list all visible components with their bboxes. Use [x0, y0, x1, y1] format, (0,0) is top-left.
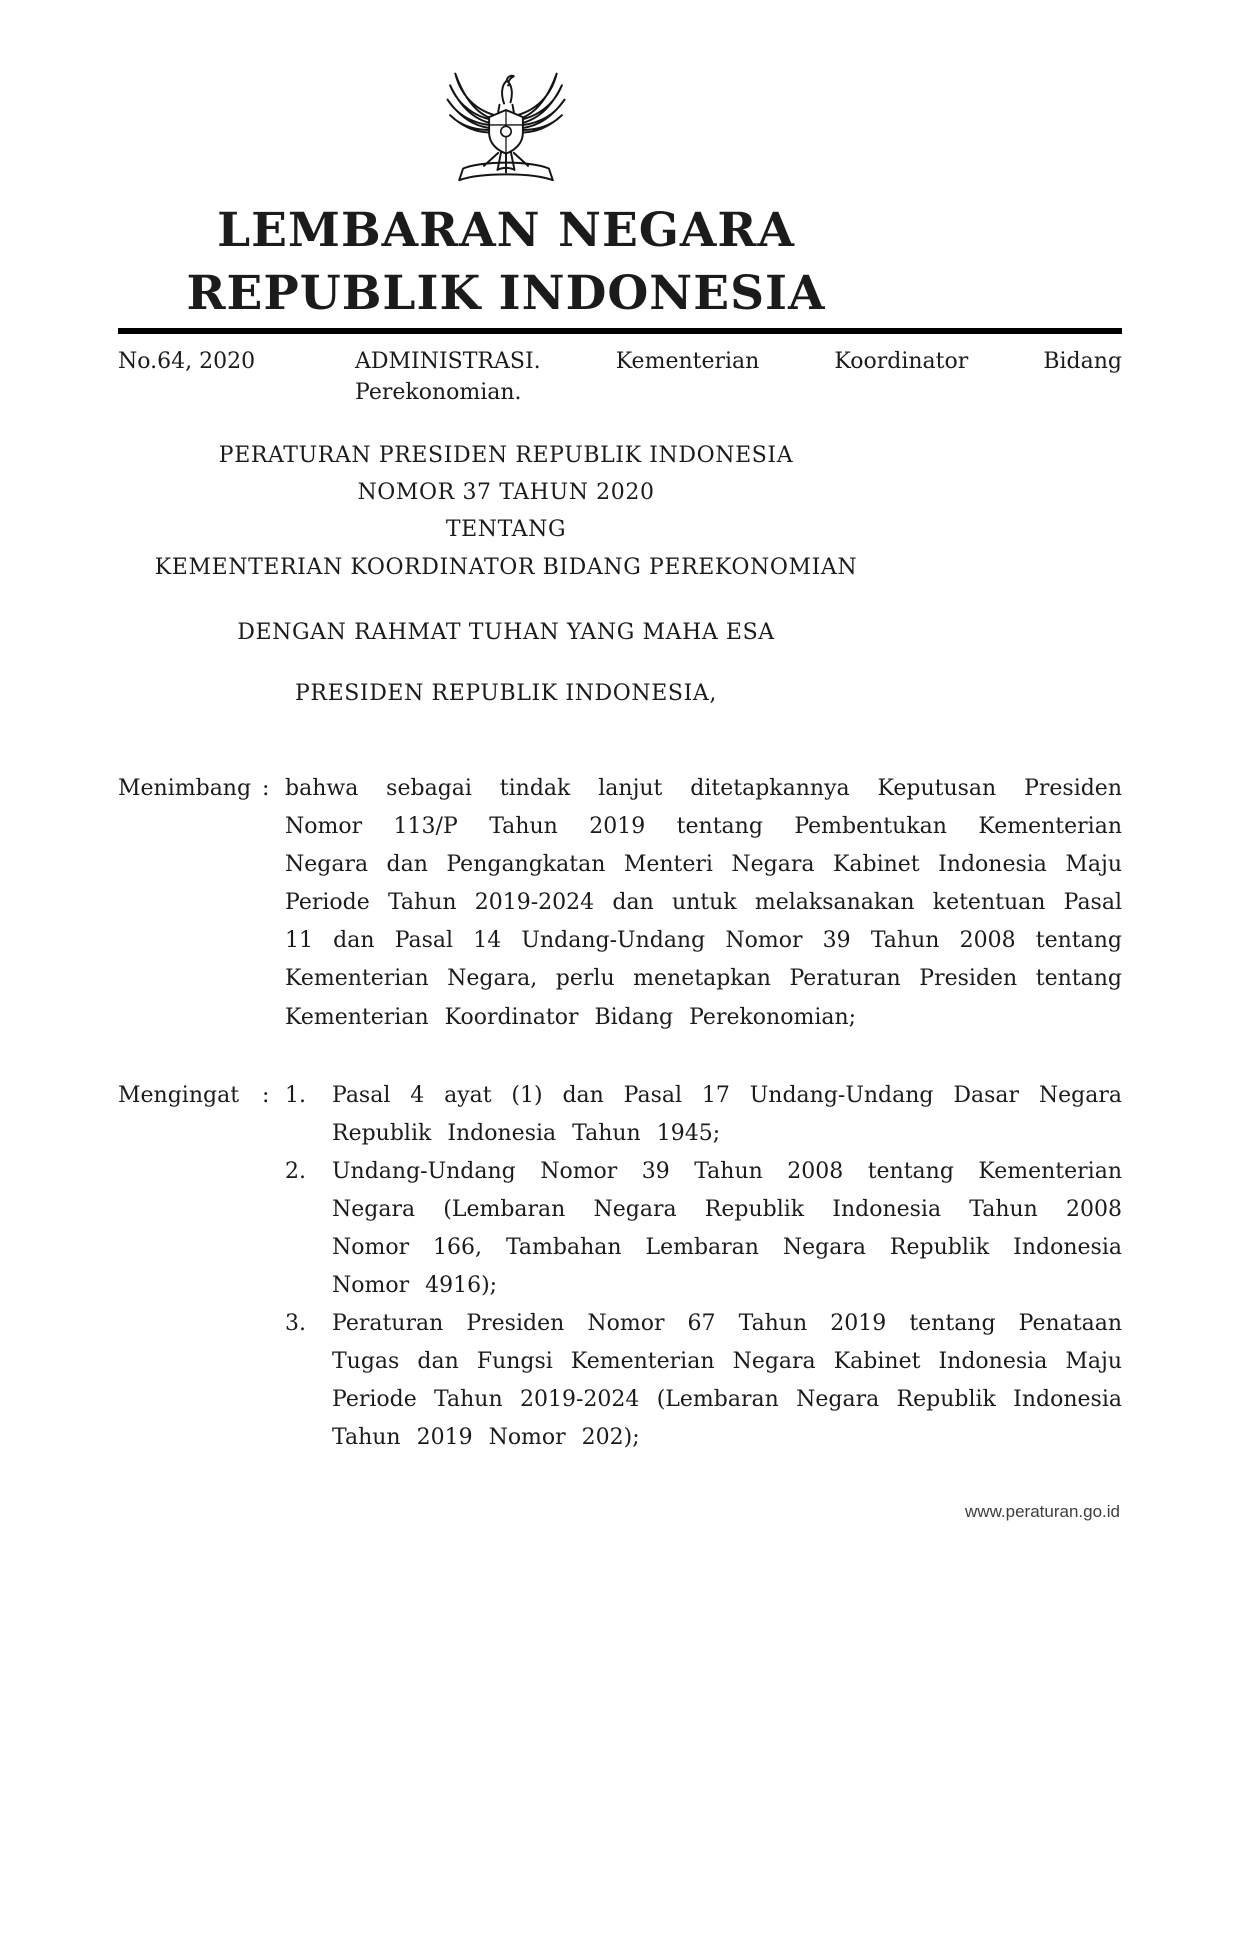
- authority-line: PRESIDEN REPUBLIK INDONESIA,: [295, 681, 717, 707]
- source-url-watermark: www.peraturan.go.id: [965, 1502, 1120, 1521]
- legal-basis-item-text: Pasal 4 ayat (1) dan Pasal 17 Undang-Undang Dasar Negara Republik Indonesia Tahun 1945;: [332, 1082, 1122, 1146]
- garuda-pancasila-emblem-icon: [441, 58, 571, 188]
- legal-basis-list: [285, 1077, 1122, 1457]
- gazette-title-line2: REPUBLIK INDONESIA: [186, 266, 826, 322]
- gazette-subject: ADMINISTRASI. Kementerian Koordinator Bidang Perekonomian.: [355, 349, 1122, 406]
- legal-basis-item-number: 3.: [285, 1310, 306, 1336]
- regulation-title-line2: NOMOR 37 TAHUN 2020: [357, 480, 655, 506]
- regulation-title-line4: KEMENTERIAN KOORDINATOR BIDANG PEREKONOMIAN: [154, 554, 858, 580]
- considerations-label: Menimbang: [118, 776, 252, 802]
- masthead-divider: [118, 328, 1122, 334]
- legal-basis-item: [285, 1153, 1122, 1305]
- invocation-line: DENGAN RAHMAT TUHAN YANG MAHA ESA: [237, 620, 775, 646]
- regulation-title-line1: PERATURAN PRESIDEN REPUBLIK INDONESIA: [218, 442, 794, 468]
- considerations-clause: [118, 770, 1122, 1036]
- legal-basis-separator: :: [262, 1082, 270, 1108]
- gazette-meta: [118, 346, 1122, 408]
- legal-basis-item-number: 1.: [285, 1082, 306, 1108]
- regulation-title-block: [118, 437, 894, 587]
- legal-basis-item: [285, 1077, 1122, 1153]
- regulation-title-line3: TENTANG: [445, 517, 567, 543]
- legal-basis-item: [285, 1305, 1122, 1457]
- legal-basis-item-number: 2.: [285, 1158, 306, 1184]
- legal-basis-item-text: Peraturan Presiden Nomor 67 Tahun 2019 tentang Penataan Tugas dan Fungsi Kementerian Negara Kabinet Indonesia Maju Periode Tahun 2019-2024 (Lembaran Negara Republik Indonesia Tahun 2019 Nomor 202);: [332, 1310, 1122, 1450]
- gazette-number: No.64, 2020: [118, 349, 256, 375]
- masthead: [118, 0, 894, 320]
- legal-basis-clause: [118, 1077, 1122, 1457]
- legal-basis-label: Mengingat: [118, 1082, 240, 1108]
- gazette-title-line1: LEMBARAN NEGARA: [217, 203, 795, 258]
- legal-basis-item-text: Undang-Undang Nomor 39 Tahun 2008 tentang Kementerian Negara (Lembaran Negara Republik Indonesia Tahun 2008 Nomor 166, Tambahan Lembaran Negara Republik Indonesia Nomor 4916);: [332, 1158, 1122, 1298]
- considerations-separator: :: [262, 776, 270, 802]
- considerations-text: bahwa sebagai tindak lanjut ditetapkannya Keputusan Presiden Nomor 113/P Tahun 2019 tentang Pembentukan Kementerian Negara dan Pengangkatan Menteri Negara Kabinet Indonesia Maju Periode Tahun 2019-2024 dan untuk melaksanakan ketentuan Pasal 11 dan Pasal 14 Undang-Undang Nomor 39 Tahun 2008 tentang Kementerian Negara, perlu menetapkan Peraturan Presiden tentang Kementerian Koordinator Bidang Perekonomian;: [285, 776, 1122, 1030]
